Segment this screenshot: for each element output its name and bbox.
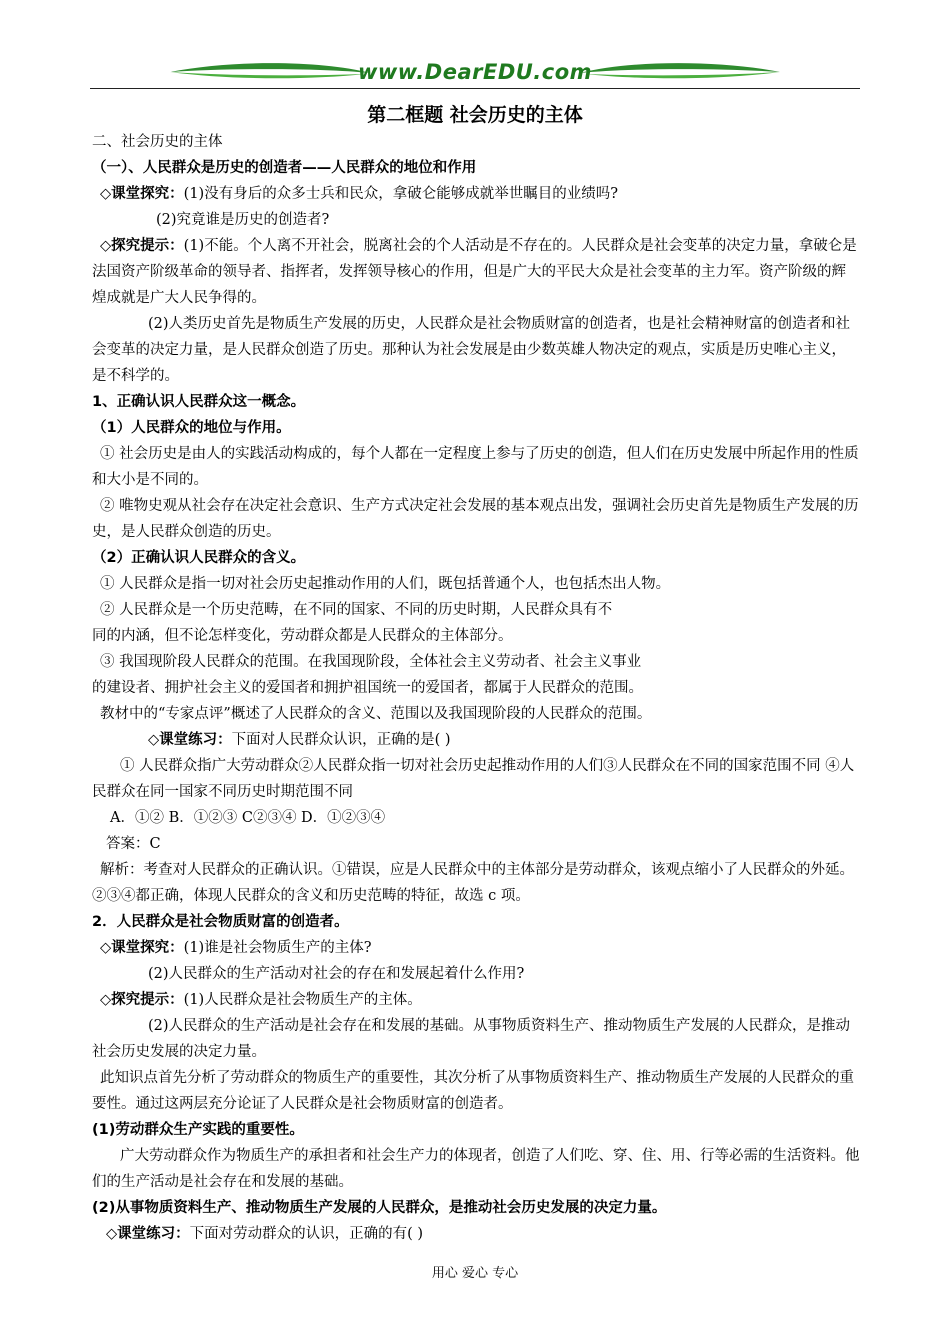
paragraph: 的建设者、拥护社会主义的爱国者和拥护祖国统一的爱国者，都属于人民群众的范围。 [92, 680, 643, 696]
exercise-analysis: 解析：考查对人民群众的正确认识。①错误，应是人民群众中的主体部分是劳动群众，该观点缩小了人民群众的外延。②③④都正确，体现人民群众的含义和历史范畴的特征，故选 c 项。 [92, 862, 854, 904]
header-rule [90, 88, 860, 89]
paragraph: ② 人民群众是一个历史范畴，在不同的国家、不同的历史时期，人民群众具有不 [100, 602, 613, 618]
exercise-question: 下面对人民群众认识，正确的是( ) [231, 732, 451, 748]
site-banner [170, 56, 780, 92]
class-exercise [92, 1221, 860, 1247]
page-title: 第二框题 社会历史的主体 [367, 104, 583, 126]
paragraph: 广大劳动群众作为物质生产的承担者和社会生产力的体现者，创造了人们吃、穿、住、用、行等必需的生活资料。他们的生产活动是社会存在和发展的基础。 [92, 1148, 860, 1190]
paragraph: 此知识点首先分析了劳动群众的物质生产的重要性，其次分析了从事物质资料生产、推动物质生产发展的人民群众的重要性。通过这两层充分论证了人民群众是社会物质财富的创造者。 [92, 1070, 854, 1112]
hint-answer-2: (2)人类历史首先是物质生产发展的历史，人民群众是社会物质财富的创造者，也是社会精神财富的创造者和社会变革的决定力量，是人民群众创造了历史。那种认为社会发展是由少数英雄人物决定的观点，实质是历史唯心主义，是不科学的。 [92, 316, 851, 384]
inquiry-question-2: (2)人民群众的生产活动对社会的存在和发展起着什么作用? [148, 966, 525, 982]
document-body [92, 129, 860, 1247]
hint-answer-1: (1)不能。个人离不开社会，脱离社会的个人活动是不存在的。人民群众是社会变革的决定力量，拿破仑是法国资产阶级革命的领导者、指挥者，发挥领导核心的作用，但是广大的平民大众是社会变革的主力军。资产阶级的辉煌成就是广大人民争得的。 [92, 238, 857, 306]
inquiry-question-2: (2)究竟谁是历史的创造者? [156, 212, 330, 228]
class-inquiry [92, 935, 860, 961]
paragraph: ② 唯物史观从社会存在决定社会意识、生产方式决定社会发展的基本观点出发，强调社会历史首先是物质生产发展的历史，是人民群众创造的历史。 [92, 498, 859, 540]
exercise-question: 下面对劳动群众的认识，正确的有( ) [189, 1226, 424, 1242]
paragraph: ① 社会历史是由人的实践活动构成的，每个人都在一定程度上参与了历史的创造，但人们在历史发展中所起作用的性质和大小是不同的。 [92, 446, 859, 488]
exercise-choices: A．①② B．①②③ C②③④ D．①②③④ [110, 810, 386, 826]
exercise-label: ◇课堂练习： [106, 1226, 190, 1242]
exercise-answer: 答案：C [106, 836, 161, 852]
point-heading-2: 2．人民群众是社会物质财富的创造者。 [92, 914, 349, 930]
class-inquiry [92, 181, 860, 207]
hint-answer-2: (2)人民群众的生产活动是社会存在和发展的基础。从事物质资料生产、推动物质生产发展的人民群众，是推动社会历史发展的决定力量。 [92, 1018, 851, 1060]
paragraph: ① 人民群众是指一切对社会历史起推动作用的人们，既包括普通个人，也包括杰出人物。 [100, 576, 671, 592]
paragraph: ③ 我国现阶段人民群众的范围。在我国现阶段，全体社会主义劳动者、社会主义事业 [100, 654, 642, 670]
inquiry-label: ◇课堂探究： [100, 186, 184, 202]
inquiry-question-1: (1)谁是社会物质生产的主体? [183, 940, 372, 956]
site-logo-text: www.DearEDU.com [357, 60, 593, 84]
paragraph: 同的内涵，但不论怎样变化，劳动群众都是人民群众的主体部分。 [92, 628, 513, 644]
sub-heading-3: (1)劳动群众生产实践的重要性。 [92, 1122, 304, 1138]
hint-label: ◇探究提示： [100, 992, 184, 1008]
class-exercise [92, 727, 860, 753]
section-heading: 二、社会历史的主体 [92, 134, 223, 150]
hint-answer-1: (1)人民群众是社会物质生产的主体。 [183, 992, 422, 1008]
sub-heading-1: （1）人民群众的地位与作用。 [92, 420, 291, 436]
paragraph: 教材中的“专家点评”概述了人民群众的含义、范围以及我国现阶段的人民群众的范围。 [100, 706, 652, 722]
point-heading-1: 1、正确认识人民群众这一概念。 [92, 394, 306, 410]
inquiry-question-1: (1)没有身后的众多士兵和民众，拿破仑能够成就举世瞩目的业绩吗? [183, 186, 618, 202]
exercise-options-text: ① 人民群众指广大劳动群众②人民群众指一切对社会历史起推动作用的人们③人民群众在不同的国家范围不同 ④人民群众在同一国家不同历史时期范围不同 [92, 758, 855, 800]
exercise-label: ◇课堂练习： [148, 732, 232, 748]
subsection-heading: （一）、人民群众是历史的创造者——人民群众的地位和作用 [92, 160, 477, 176]
inquiry-hint [92, 987, 860, 1013]
hint-label: ◇探究提示： [100, 238, 184, 254]
inquiry-label: ◇课堂探究： [100, 940, 184, 956]
page-footer: 用心 爱心 专心 [431, 1266, 519, 1281]
inquiry-hint [92, 233, 860, 311]
sub-heading-4: (2)从事物质资料生产、推动物质生产发展的人民群众，是推动社会历史发展的决定力量。 [92, 1200, 667, 1216]
sub-heading-2: （2）正确认识人民群众的含义。 [92, 550, 306, 566]
